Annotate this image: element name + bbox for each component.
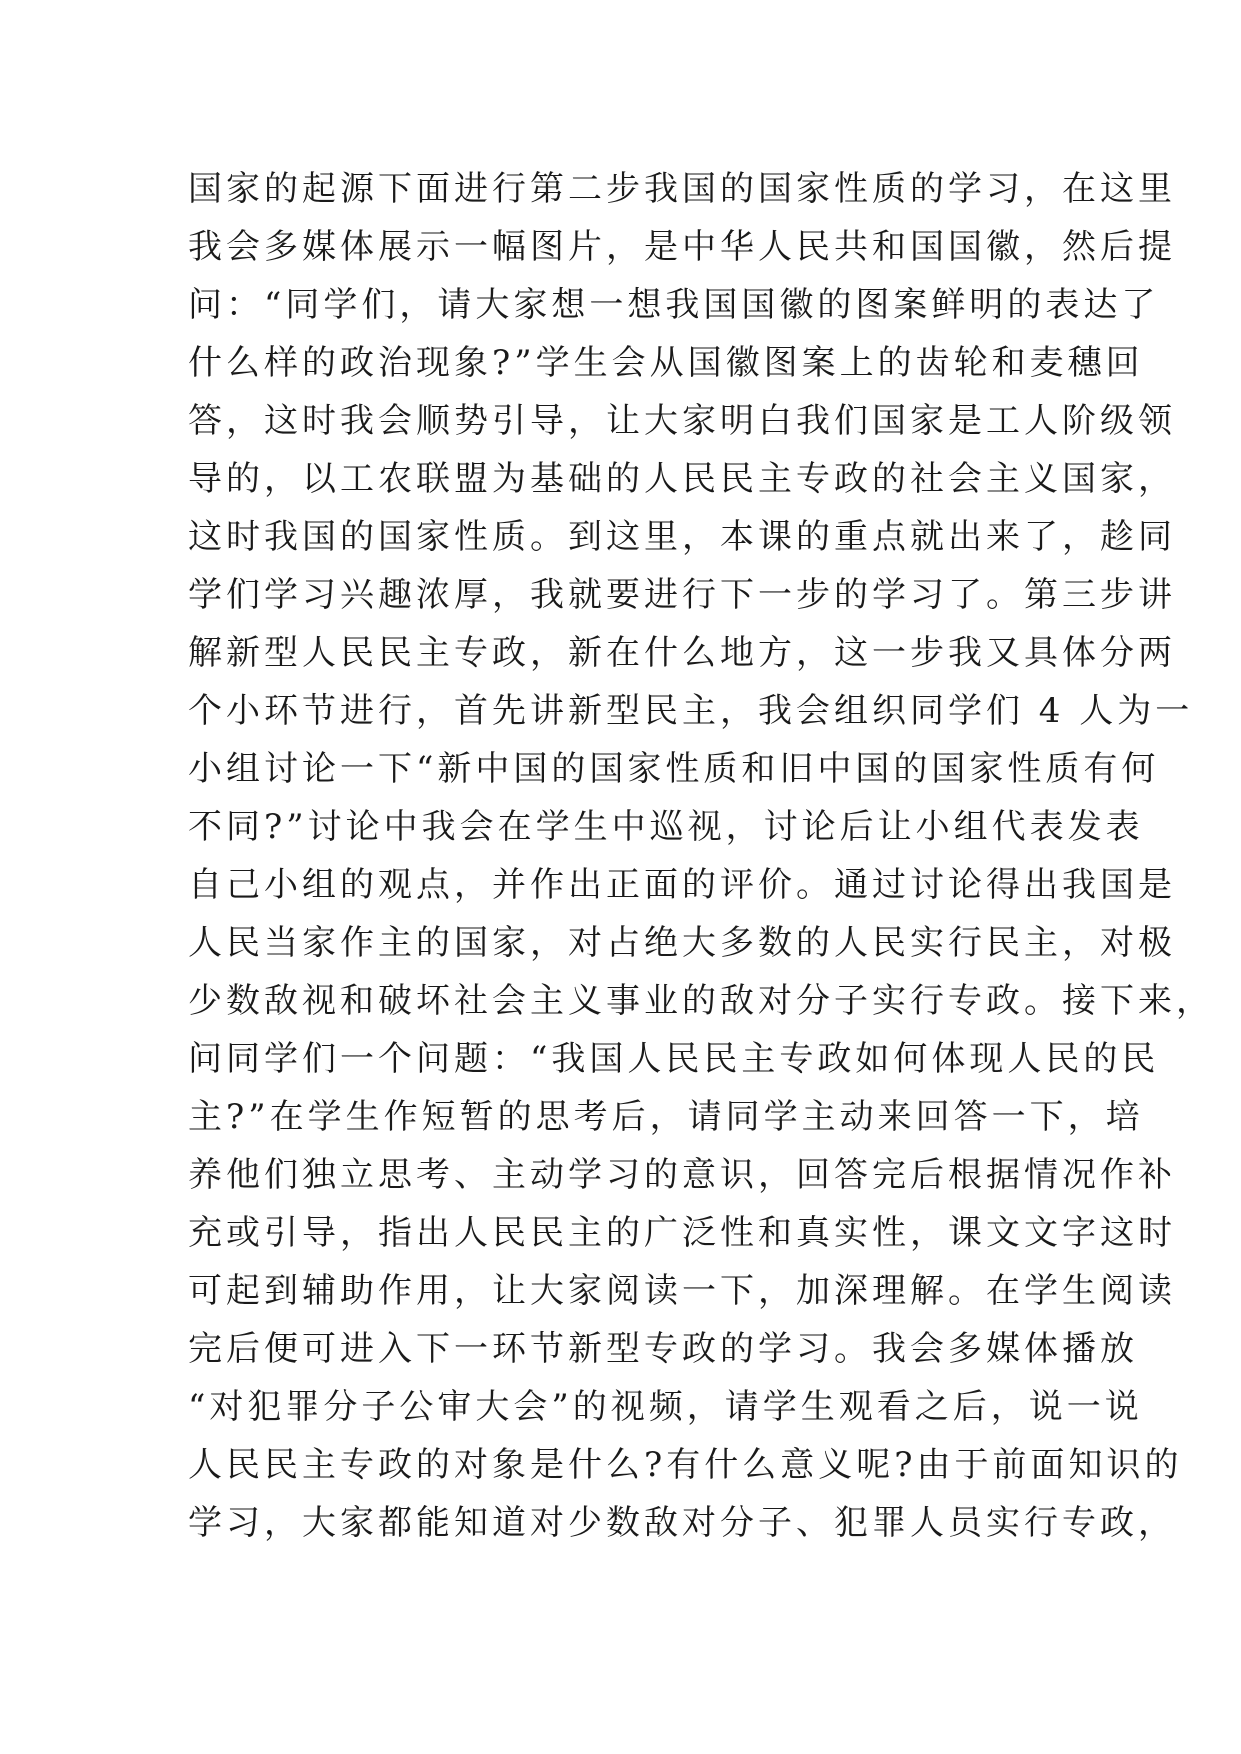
text-line: 问：“同学们，请大家想一想我国国徽的图案鲜明的表达了 [188, 285, 1160, 325]
text-line: 什么样的政治现象?”学生会从国徽图案上的齿轮和麦穗回 [188, 343, 1144, 383]
text-line: 充或引导，指出人民民主的广泛性和真实性，课文文字这时 [188, 1213, 1176, 1253]
text-line: 国家的起源下面进行第二步我国的国家性质的学习，在这里 [188, 169, 1176, 209]
text-line: 主?”在学生作短暂的思考后，请同学主动来回答一下，培 [188, 1097, 1144, 1137]
text-line: 我会多媒体展示一幅图片，是中华人民共和国国徽，然后提 [188, 227, 1176, 267]
text-line: 导的，以工农联盟为基础的人民民主专政的社会主义国家， [188, 459, 1176, 499]
text-line: “对犯罪分子公审大会”的视频，请学生观看之后，说一说 [188, 1387, 1143, 1427]
text-line: 可起到辅助作用，让大家阅读一下，加深理解。在学生阅读 [188, 1271, 1176, 1311]
text-line: 小组讨论一下“新中国的国家性质和旧中国的国家性质有何 [188, 749, 1160, 789]
text-line: 问同学们一个问题：“我国人民民主专政如何体现人民的民 [188, 1039, 1160, 1079]
body-text [188, 160, 1214, 1552]
text-line: 不同?”讨论中我会在学生中巡视，讨论后让小组代表发表 [188, 807, 1144, 847]
text-line: 解新型人民民主专政，新在什么地方，这一步我又具体分两 [188, 633, 1176, 673]
text-line: 这时我国的国家性质。到这里，本课的重点就出来了，趁同 [188, 517, 1176, 557]
text-line: 人民民主专政的对象是什么?有什么意义呢?由于前面知识的 [188, 1445, 1183, 1485]
text-line: 自己小组的观点，并作出正面的评价。通过讨论得出我国是 [188, 865, 1176, 905]
text-line: 完后便可进入下一环节新型专政的学习。我会多媒体播放 [188, 1329, 1138, 1369]
text-line: 人民当家作主的国家，对占绝大多数的人民实行民主，对极 [188, 923, 1176, 963]
text-line: 少数敌视和破坏社会主义事业的敌对分子实行专政。接下来， [188, 981, 1214, 1021]
text-line: 学习，大家都能知道对少数敌对分子、犯罪人员实行专政， [188, 1503, 1176, 1543]
text-line: 答，这时我会顺势引导，让大家明白我们国家是工人阶级领 [188, 401, 1176, 441]
text-line: 学们学习兴趣浓厚，我就要进行下一步的学习了。第三步讲 [188, 575, 1176, 615]
text-line: 个小环节进行，首先讲新型民主，我会组织同学们 4 人为一 [188, 691, 1194, 731]
text-line: 养他们独立思考、主动学习的意识，回答完后根据情况作补 [188, 1155, 1176, 1195]
